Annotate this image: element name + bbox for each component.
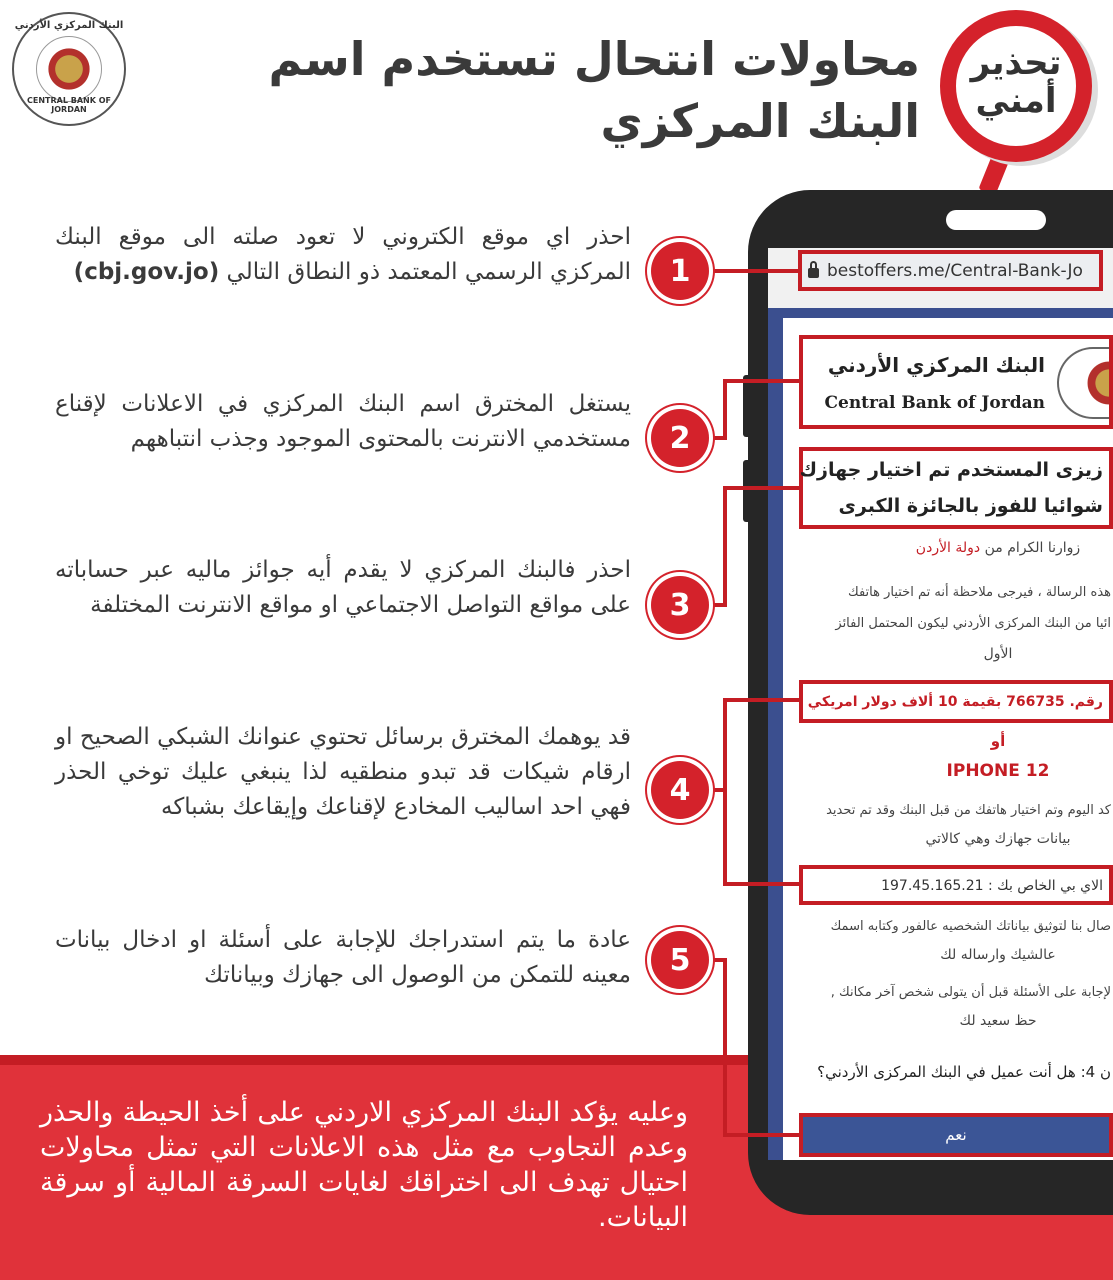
warning-point-4: قد يوهمك المخترق برسائل تحتوي عنوانك الشبكي الصحيح او ارقام شيكات قد تبدو منطقيه لذا ينبغي عليك توخي الحذر فهي احد اساليب المخادع لإقناعك وإيقاعك بشباكه (55, 724, 631, 820)
quiz-question: ن 4: هل أنت عميل في البنك المركزى الأردني؟ (817, 1063, 1111, 1081)
step-badge-1: 1 (651, 242, 709, 300)
warning-point-5: عادة ما يتم استدراجك للإجابة على أسئلة او ادخال بيانات معينه للتمكن من الوصول الى جهازك وبياناتك (55, 927, 631, 988)
official-domain: (cbj.gov.jo) (73, 259, 220, 285)
page-title: محاولات انتحال تستخدم اسم البنك المركزي (268, 32, 920, 148)
prize-headline: زيزى المستخدم تم اختيار جهازك شوائيا للفوز بالجائزة الكبرى (799, 447, 1113, 529)
closing-statement: وعليه يؤكد البنك المركزي الاردني على أخذ الحيطة والحذر وعدم التجاوب مع مثل هذه الاعلانات التي تمثل محاولات احتيال تهدف الى اختراقك لغايات السرقة المالية أو سرقة البيانات. (40, 1097, 688, 1233)
connector-2 (700, 381, 800, 438)
step-badge-3: 3 (651, 576, 709, 634)
fake-bank-header: البنك المركزي الأردني Central Bank of Jordan (799, 335, 1113, 429)
step-badge-4: 4 (651, 761, 709, 819)
warning-point-3: احذر فالبنك المركزي لا يقدم أيه جوائز ماليه عبر حساباته على مواقع التواصل الاجتماعي او مواقع الانترنت المختلفة (55, 557, 631, 618)
connector-5 (700, 960, 800, 1135)
step-badge-5: 5 (651, 931, 709, 989)
connector-3 (700, 488, 800, 605)
connector-4 (700, 700, 800, 884)
yes-button[interactable]: نعم (799, 1113, 1113, 1157)
prize-amount-box: رقم. 766735 بقيمة 10 ألاف دولار امريكي (799, 680, 1113, 723)
warning-point-1: احذر اي موقع الكتروني لا تعود صلته الى موقع البنك المركزي الرسمي المعتمد ذو النطاق التالي (cbj.gov.jo) (55, 224, 631, 285)
central-bank-logo: البنك المركزي الأردني CENTRAL BANK OF JORDAN (12, 12, 126, 126)
security-warning-badge: تحذير أمني (970, 43, 1062, 121)
url-bar[interactable]: bestoffers.me/Central-Bank-Jo (798, 250, 1103, 291)
step-badge-2: 2 (651, 409, 709, 467)
ip-address-box: الاي بي الخاص بك : 197.45.165.21 (799, 865, 1113, 905)
warning-point-2: يستغل المخترق اسم البنك المركزي في الاعلانات لإقناع مستخدمي الانترنت بالمحتوى الموجود وجذب انتباههم (55, 391, 631, 452)
